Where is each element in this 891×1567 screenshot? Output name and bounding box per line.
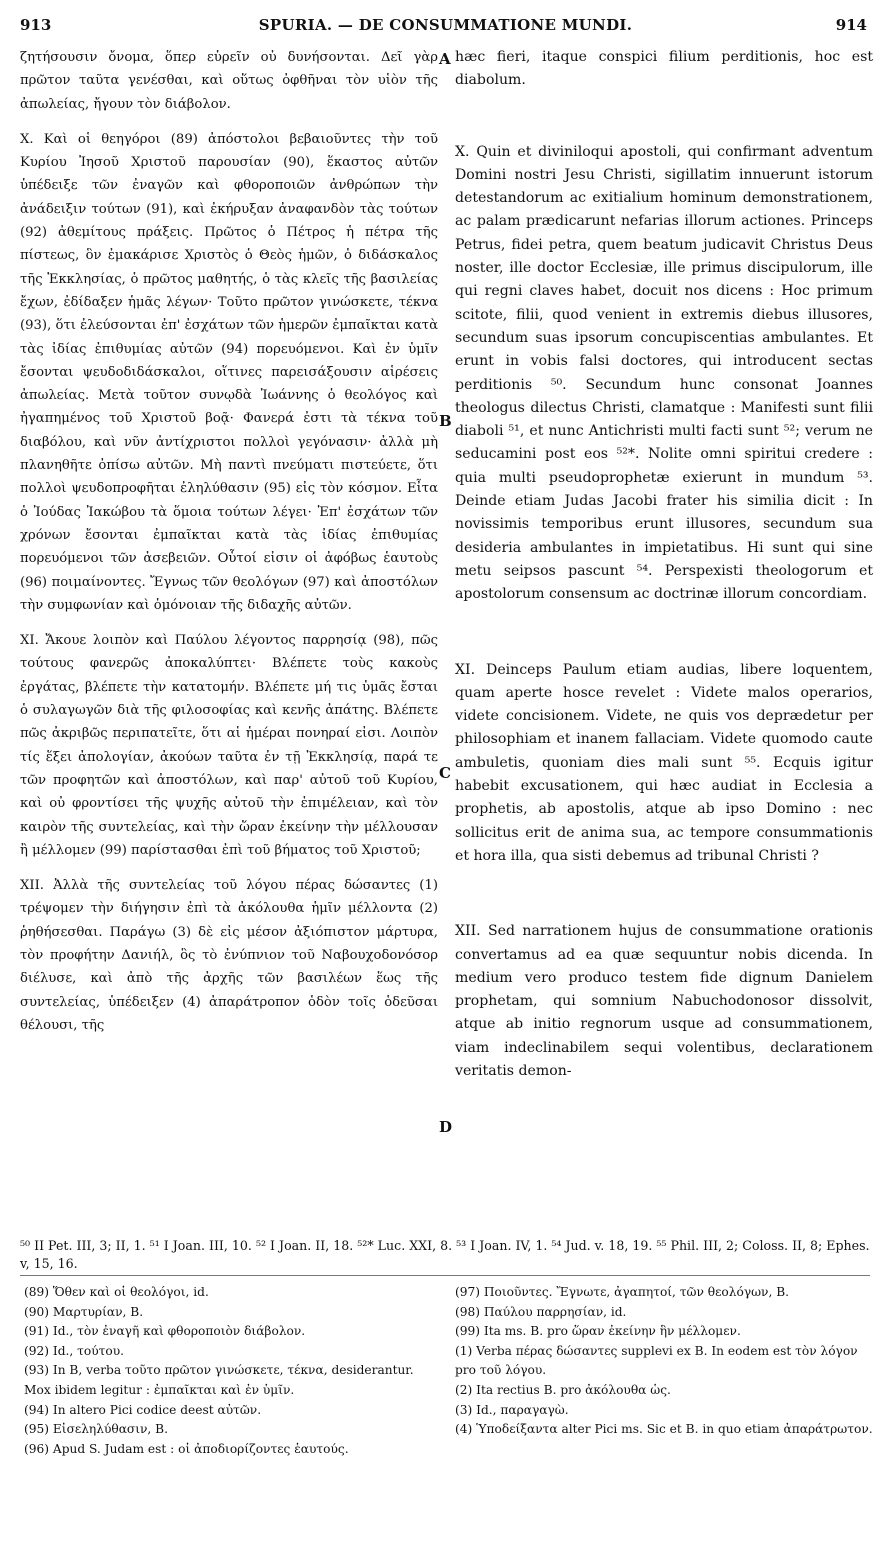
- footnote-divider: [20, 1275, 870, 1276]
- latin-paragraph-xi: XI. Deinceps Paulum etiam audias, libere loquentem, quam aperte hosce revelet : Videte malos operarios, videte concisionem. Videte, ne quis vos deprædetur per philosophiam et inanem fallaciam. Videte quomodo caute ambuletis, quoniam dies mali sunt ⁵⁵. Ecquis igitur habebit excusationem, qui hæc audiat in Ecclesia a prophetis, ab apostolis, atque ab ipso Domino : nec sollicitus erit de anima sua, ac tempore consummationis et hora illa, qua sisti debemus ad tribunal Christi ?: [455, 661, 873, 864]
- latin-paragraph-x: X. Quin et diviniloqui apostoli, qui confirmant adventum Domini nostri Jesu Christi, sigillatim innuerunt istorum detestandorum ac exitialium hominum demonstrationem, ac palam prædicarunt nefarias illorum actiones. Princeps Petrus, fidei petra, quem beatum judicavit Christus Deus noster, ille doctor Ecclesiæ, ille primus discipulorum, ille qui regni claves habet, docuit nos dicens : Hoc primum scitote, filii, quod venient in extremis diebus illusores, secundum suas ipsorum concupiscentias ambulantes. Et erunt in vobis falsi doctores, qui introducent sectas perditionis ⁵⁰. Secundum hunc consonat Joannes theologus dilectus Christi, clamatque : Manifesti sunt filii diaboli ⁵¹, et nunc Antichristi multi facti sunt ⁵²; verum ne seducamini post eos ⁵²*. Nolite omni spiritui credere : quia multi pseudoprophetæ exierunt in mundum ⁵³. Deinde etiam Judas Jacobi frater his similia dicit : In novissimis temporibus erunt illusores, secundum sua desideria ambulantes in impietatibus. Hi sunt qui sine metu seipsos pascunt ⁵⁴. Perspexisti theologorum et apostolorum consensum ac doctrinæ illorum concordiam.: [455, 143, 873, 603]
- footnotes-left: [24, 1283, 444, 1459]
- footnotes-right: [455, 1283, 875, 1440]
- footnote: (98) Παύλου παρρησίαν, id.: [455, 1304, 627, 1319]
- latin-paragraph-xii: XII. Sed narrationem hujus de consummatione orationis convertamus ad ea quæ sequuntur nobis dicenda. In medium vero produco testem fide dignum Danielem prophetam, qui somnium Nabuchodonosor dissolvit, atque ab initio regnorum usque ad consummationem, viam indeclinabilem sequi volentibus, declarationem veritatis demon-: [455, 923, 873, 1079]
- greek-paragraph-intro: ζητήσουσιν ὄνομα, ὅπερ εὑρεῖν οὐ δυνήσονται. Δεῖ γὰρ πρῶτον ταῦτα γενέσθαι, καὶ οὕτως ὀφθῆναι τὸν υἱὸν τῆς ἀπωλείας, ἤγουν τὸν διάβολον.: [20, 50, 438, 112]
- footnote: (3) Id., παραγαγὼ.: [455, 1402, 569, 1417]
- greek-paragraph-xi: XI. Ἄκουε λοιπὸν καὶ Παύλου λέγοντος παρρησίᾳ (98), πῶς τούτους φανερῶς ἀποκαλύπτει· Βλέπετε τοὺς κακοὺς ἐργάτας, βλέπετε τὴν κατατομήν. Βλέπετε μή τις ὑμᾶς ἔσται ὁ συλαγωγῶν διὰ τῆς φιλοσοφίας καὶ κενῆς ἀπάτης. Βλέπετε πῶς ἀκριβῶς περιπατεῖτε, ὅτι αἱ ἡμέραι πονηραί εἰσι. Λοιπὸν τίς ἕξει ἀπολογίαν, ἀκούων ταῦτα ἐν τῇ Ἐκκλησίᾳ, παρά τε τῶν προφητῶν καὶ ἀποστόλων, καὶ παρ' αὐτοῦ τοῦ Κυρίου, καὶ οὐ φροντίσει τῆς ψυχῆς αὐτοῦ τὴν ἐπιμέλειαν, καὶ τὸν καιρὸν τῆς συντελείας, καὶ τὴν ὥραν ἐκείνην τὴν μέλλουσαν ἢ μέλλομεν (99) παρίστασθαι ἐπὶ τοῦ βήματος τοῦ Χριστοῦ;: [20, 633, 438, 858]
- page-number-right: 914: [835, 16, 867, 34]
- margin-letter-a: A: [439, 50, 451, 68]
- margin-letter-b: B: [439, 412, 452, 430]
- greek-column: [20, 46, 438, 1246]
- margin-letter-c: C: [439, 764, 451, 782]
- running-title: SPURIA. — DE CONSUMMATIONE MUNDI.: [258, 16, 633, 34]
- footnote: (97) Ποιοῦντες. Ἔγνωτε, ἀγαπητοί, τῶν θεολόγων, B.: [455, 1285, 790, 1299]
- footnote: (96) Apud S. Judam est : οἱ ἀποδιορίζοντες ἑαυτούς.: [24, 1441, 349, 1456]
- footnote: (89) Ὅθεν καὶ οἱ θεολόγοι, id.: [24, 1285, 209, 1299]
- scripture-references: ⁵⁰ II Pet. III, 3; II, 1. ⁵¹ I Joan. III, 10. ⁵² I Joan. II, 18. ⁵²* Luc. XXI, 8. ⁵³ I Joan. IV, 1. ⁵⁴ Jud. v. 18, 19. ⁵⁵ Phil. III, 2; Coloss. II, 8; Ephes. v, 15, 16.: [20, 1238, 870, 1271]
- footnote: (4) Ὑποδείξαντα alter Pici ms. Sic et B. in quo etiam ἀπαράτρωτον.: [455, 1422, 873, 1437]
- margin-letter-d: D: [439, 1118, 453, 1136]
- greek-paragraph-xii: XII. Ἀλλὰ τῆς συντελείας τοῦ λόγου πέρας δώσαντες (1) τρέψομεν τὴν διήγησιν ἐπὶ τὰ ἀκόλουθα ἡμῖν μέλλοντα (2) ῥηθήσεσθαι. Παράγω (3) δὲ εἰς μέσον ἀξιόπιστον μάρτυρα, τὸν προφήτην Δανιήλ, ὃς τὸ ἐνύπνιον τοῦ Ναβουχοδονόσορ διέλυσε, καὶ ἀπὸ τῆς ἀρχῆς τῶν βασιλέων ἕως τῆς συντελείας, ὑπέδειξεν (4) ἀπαράτροπον ὁδὸν τοῖς ὁδεῦσαι θέλουσι, τῆς: [20, 878, 438, 1033]
- latin-column: [455, 46, 873, 1246]
- footnote: (95) Εἰσεληλύθασιν, B.: [24, 1422, 169, 1437]
- page-header: [0, 16, 891, 44]
- footnote: (91) Id., τὸν ἐναγῆ καὶ φθοροποιὸν διάβολον.: [24, 1324, 306, 1339]
- footnote: (92) Id., τούτου.: [24, 1343, 124, 1358]
- greek-paragraph-x: X. Καὶ οἱ θεηγόροι (89) ἀπόστολοι βεβαιοῦντες τὴν τοῦ Κυρίου Ἰησοῦ Χριστοῦ παρουσίαν (90), ἕκαστος αὐτῶν ὑπέδειξε τῶν ἐναγῶν καὶ φθοροποιῶν ἀνθρώπων τὴν ἀνάδειξιν τούτων (91), καὶ ἐκήρυξαν ἀναφανδὸν τὰς τούτων (92) ἀθεμίτους πράξεις. Πρῶτος ὁ Πέτρος ἡ πέτρα τῆς πίστεως, ὃν ἐμακάρισε Χριστὸς ὁ Θεὸς ἡμῶν, ὁ διδάσκαλος τῆς Ἐκκλησίας, ὁ πρῶτος μαθητής, ὁ τὰς κλεῖς τῆς βασιλείας ἔχων, ἐδίδαξεν ἡμᾶς λέγων· Τοῦτο πρῶτον γινώσκετε, τέκνα (93), ὅτι ἐλεύσονται ἐπ' ἐσχάτων τῶν ἡμερῶν ἐμπαῖκται κατὰ τὰς ἰδίας ἐπιθυμίας αὐτῶν (94) πορευόμενοι. Καὶ ἐν ὑμῖν ἔσονται ψευδοδιδάσκαλοι, οἵτινες παρεισάξουσιν αἱρέσεις ἀπωλείας. Μετὰ τοῦτον συνῳδὰ Ἰωάννης ὁ θεολόγος καὶ ἠγαπημένος τοῦ Χριστοῦ βοᾷ· Φανερά ἐστι τὰ τέκνα τοῦ διαβόλου, καὶ νῦν ἀντίχριστοι πολλοὶ γεγόνασιν· ἀλλὰ μὴ πλανηθῆτε ὀπίσω αὐτῶν. Μὴ παντὶ πνεύματι πιστεύετε, ὅτι πολλοὶ ψευδοπροφῆται ἐληλύθασιν (95) εἰς τὸν κόσμον. Εἶτα ὁ Ἰούδας Ἰακώβου τὰ ὅμοια τούτων λέγει· Ἐπ' ἐσχάτων τῶν χρόνων ἔσονται ἐμπαῖκται κατὰ τὰς ἰδίας ἐπιθυμίας πορευόμενοι τῶν ἀσεβειῶν. Οὗτοί εἰσιν οἱ ἀφόβως ἑαυτοὺς (96) ποιμαίνοντες. Ἔγνως τῶν θεολόγων (97) καὶ ἀποστόλων τὴν συμφωνίαν καὶ ὁμόνοιαν τῆς διδαχῆς αὐτῶν.: [20, 131, 438, 613]
- footnote: (1) Verba πέρας δώσαντες supplevi ex B. In eodem est τὸν λόγον pro τοῦ λόγου.: [455, 1343, 858, 1378]
- footnote: (94) In altero Pici codice deest αὐτῶν.: [24, 1402, 262, 1417]
- footnote: (90) Μαρτυρίαν, B.: [24, 1304, 144, 1319]
- footnote: (2) Ita rectius B. pro ἀκόλουθα ὡς.: [455, 1382, 671, 1397]
- latin-paragraph-intro: hæc fieri, itaque conspici filium perditionis, hoc est diabolum.: [455, 49, 873, 89]
- page-number-left: 913: [20, 16, 52, 34]
- footnote: (99) Ita ms. B. pro ὥραν ἐκείνην ἣν μέλλομεν.: [455, 1324, 741, 1339]
- footnote: (93) In B, verba τοῦτο πρῶτον γινώσκετε, τέκνα, desiderantur. Mox ibidem legitur : ἐμπαῖκται καὶ ἐν ὑμῖν.: [24, 1363, 414, 1397]
